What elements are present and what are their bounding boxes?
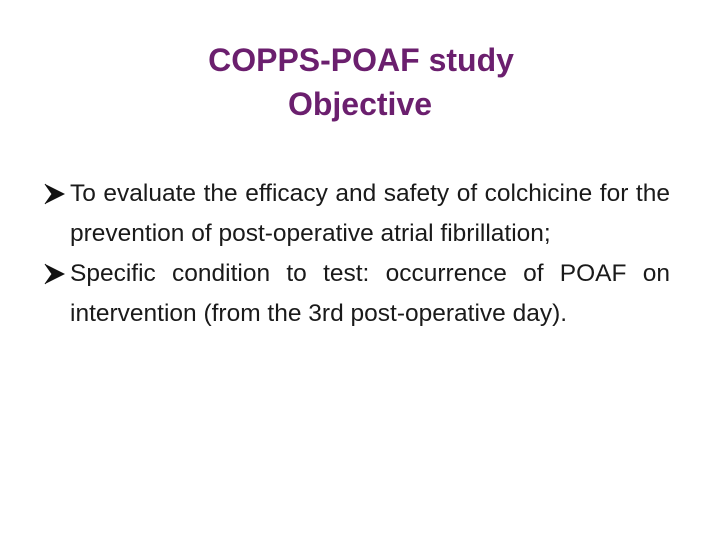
slide-title	[0, 38, 720, 82]
arrow-bullet-icon	[44, 263, 66, 285]
slide-subtitle: Objective	[287, 86, 433, 122]
arrow-bullet-icon	[44, 183, 66, 205]
bullet-text: Specific condition to test: occurrence of POAF on intervention (from the 3rd post-operative day).	[70, 260, 670, 327]
bullet-list	[44, 174, 670, 334]
bullet-text: To evaluate the efficacy and safety of colchicine for the prevention of post-operative atrial fibrillation;	[70, 180, 670, 247]
slide-title-text: COPPS-POAF study	[208, 42, 514, 78]
bullet-item	[44, 174, 670, 254]
bullet-item	[44, 254, 670, 334]
